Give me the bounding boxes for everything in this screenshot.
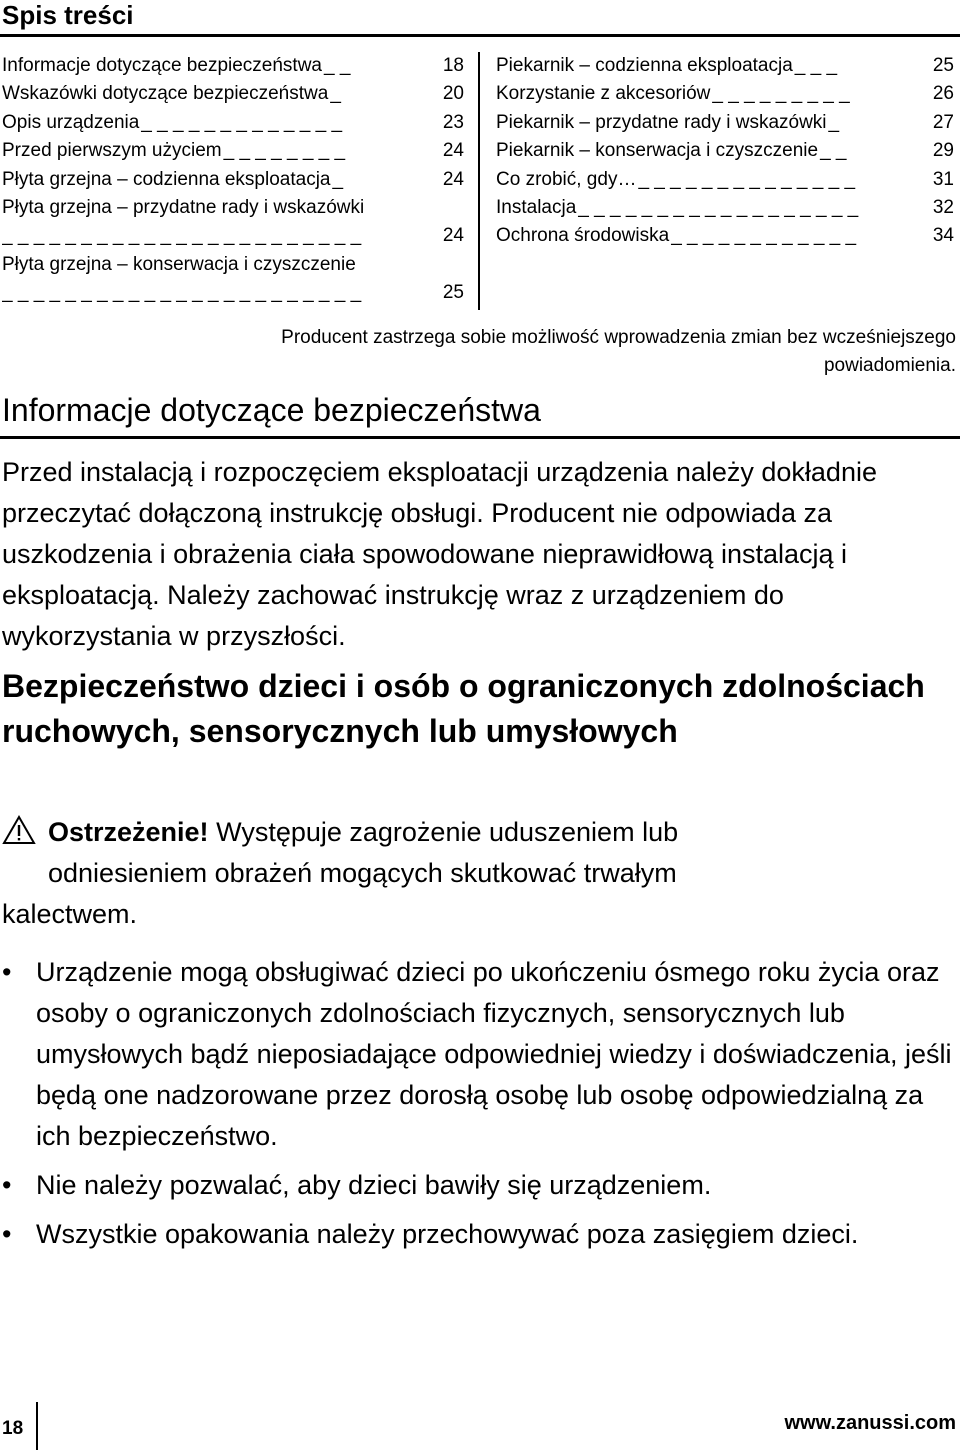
toc-leader: _ _ _ _ _ _ _ _ <box>223 140 346 162</box>
toc-entry-page: 18 <box>442 55 464 76</box>
toc-entry-page: 29 <box>932 140 954 162</box>
bullet-icon: • <box>2 957 12 987</box>
toc-entry[interactable] <box>2 251 464 279</box>
toc-entry[interactable] <box>2 52 464 80</box>
warning-line-1 <box>2 812 952 853</box>
toc-entry[interactable] <box>496 52 954 80</box>
bullet-icon: • <box>2 1219 12 1249</box>
toc-entry-label: Płyta grzejna – konserwacja i czyszczenie <box>2 253 356 275</box>
toc-entry-page: 24 <box>442 168 464 190</box>
toc-entry-label: Co zrobić, gdy… <box>496 168 637 190</box>
toc-entry-label: Korzystanie z akcesoriów <box>496 83 711 105</box>
warning-line-2: odniesieniem obrażeń mogących skutkować trwałym <box>48 858 677 888</box>
page-number: 18 <box>2 1418 24 1439</box>
toc-entry-label: Opis urządzenia <box>2 111 140 133</box>
toc-entry[interactable] <box>496 166 954 194</box>
toc-entry-page: 27 <box>932 111 954 133</box>
toc-entry-label: Piekarnik – przydatne rady i wskazówki <box>496 111 827 133</box>
toc-leader: _ _ _ _ _ _ _ _ _ _ _ _ _ _ _ _ _ _ <box>578 197 859 219</box>
page-header <box>0 0 960 37</box>
list-item-text: Wszystkie opakowania należy przechowywać poza zasięgiem dzieci. <box>36 1219 859 1249</box>
toc-entry-page: 24 <box>442 225 464 247</box>
section-heading: Informacje dotyczące bezpieczeństwa <box>2 392 541 428</box>
toc-entry-page: 20 <box>442 83 464 105</box>
toc-leader: _ _ _ _ _ _ _ _ _ _ _ _ _ <box>141 111 343 133</box>
toc-entry-label: Piekarnik – codzienna eksploatacja <box>496 55 793 76</box>
toc-entry[interactable] <box>2 109 464 137</box>
warning-line-3: kalectwem. <box>2 899 138 929</box>
toc-leader: _ <box>330 83 341 105</box>
toc-entry-continuation[interactable] <box>2 279 464 307</box>
toc-entry[interactable] <box>496 137 954 165</box>
toc-entry-label: Ochrona środowiska <box>496 225 670 247</box>
toc-leader: _ <box>828 111 840 133</box>
website-link[interactable]: www.zanussi.com <box>784 1412 956 1434</box>
list-item <box>0 1165 958 1206</box>
toc-leader: _ <box>332 168 344 190</box>
toc-entry-page: 23 <box>442 111 464 133</box>
list-item-text: Nie należy pozwalać, aby dzieci bawiły się urządzeniem. <box>36 1170 712 1200</box>
toc-entry[interactable] <box>496 109 954 137</box>
toc-entry-page: 32 <box>932 197 954 219</box>
toc-leader: _ _ _ _ _ _ _ _ _ _ _ _ _ _ <box>638 168 856 190</box>
toc-entry-label: Płyta grzejna – przydatne rady i wskazówki <box>2 197 365 219</box>
toc-entry-label: Wskazówki dotyczące bezpieczeństwa <box>2 83 329 105</box>
toc-entry[interactable] <box>496 222 954 250</box>
intro-paragraph: Przed instalacją i rozpoczęciem eksploatacji urządzenia należy dokładnie przeczytać dołączoną instrukcję obsługi. Producent nie odpowiada za uszkodzenia i obrażenia ciała spowodowane nieprawidłową instalacją i eksploatacją. Należy zachować instrukcję wraz z urządzeniem do wykorzystania w przyszłości. <box>2 457 877 651</box>
toc-entry-page: 34 <box>932 225 954 247</box>
toc-leader: _ _ _ <box>794 55 838 76</box>
list-item <box>0 1214 958 1255</box>
toc-entry[interactable] <box>496 80 954 108</box>
toc-entry-label: Płyta grzejna – codzienna eksploatacja <box>2 168 331 190</box>
footer-divider <box>36 1402 38 1450</box>
toc-column-divider <box>478 52 480 310</box>
toc-entry-label: Przed pierwszym użyciem <box>2 140 222 162</box>
toc-entry-page: 24 <box>442 140 464 162</box>
toc-entry-page: 25 <box>442 282 464 304</box>
warning-label: Ostrzeżenie! <box>48 817 209 847</box>
toc-entry-page: 31 <box>932 168 954 190</box>
toc-entry[interactable] <box>2 137 464 165</box>
toc-leader: _ _ _ _ _ _ _ _ _ _ _ _ _ _ _ _ _ _ _ _ _ _ _ <box>2 282 362 304</box>
toc-entry-label: Instalacja <box>496 197 577 219</box>
toc-entry[interactable] <box>2 166 464 194</box>
warning-block <box>2 812 952 935</box>
warning-text: Występuje zagrożenie uduszeniem lub <box>216 817 679 847</box>
section-divider <box>0 436 960 439</box>
toc-leader: _ _ _ _ _ _ _ _ _ <box>712 83 850 105</box>
toc-entry[interactable] <box>496 194 954 222</box>
toc-entry-page: 26 <box>932 83 954 105</box>
subsection-heading: Bezpieczeństwo dzieci i osób o ograniczonych zdolnościach ruchowych, sensorycznych lub umysłowych <box>2 668 925 749</box>
toc-left-column <box>2 52 464 308</box>
toc-leader: _ _ <box>324 55 351 76</box>
toc-entry-page: 25 <box>932 55 954 76</box>
disclaimer-text: Producent zastrzega sobie możliwość wprowadzenia zmian bez wcześniejszego powiadomienia. <box>281 327 956 376</box>
toc-entry-continuation[interactable] <box>2 222 464 250</box>
toc-entry-label: Informacje dotyczące bezpieczeństwa <box>2 55 322 76</box>
toc-leader: _ _ _ _ _ _ _ _ _ _ _ _ _ _ _ _ _ _ _ _ _ _ _ <box>2 225 362 247</box>
toc-leader: _ _ <box>820 140 847 162</box>
page-title: Spis treści <box>2 0 134 30</box>
bullet-list <box>0 952 958 1263</box>
bullet-icon: • <box>2 1170 12 1200</box>
list-item-text: Urządzenie mogą obsługiwać dzieci po ukończeniu ósmego roku życia oraz osoby o ograniczonych zdolnościach fizycznych, sensorycznych lub umysłowych bądź nieposiadające odpowiedniej wiedzy i doświadczenia, jeśli będą one nadzorowane przez dorosłą osobę lub osobę odpowiedzialną za ich bezpieczeństwo. <box>36 957 952 1151</box>
warning-triangle-icon <box>2 815 36 845</box>
toc-entry[interactable] <box>2 80 464 108</box>
table-of-contents <box>0 52 960 310</box>
toc-entry-label: Piekarnik – konserwacja i czyszczenie <box>496 140 819 162</box>
list-item <box>0 952 958 1157</box>
toc-leader: _ _ _ _ _ _ _ _ _ _ _ _ <box>671 225 857 247</box>
toc-right-column <box>496 52 954 251</box>
toc-entry[interactable] <box>2 194 464 222</box>
